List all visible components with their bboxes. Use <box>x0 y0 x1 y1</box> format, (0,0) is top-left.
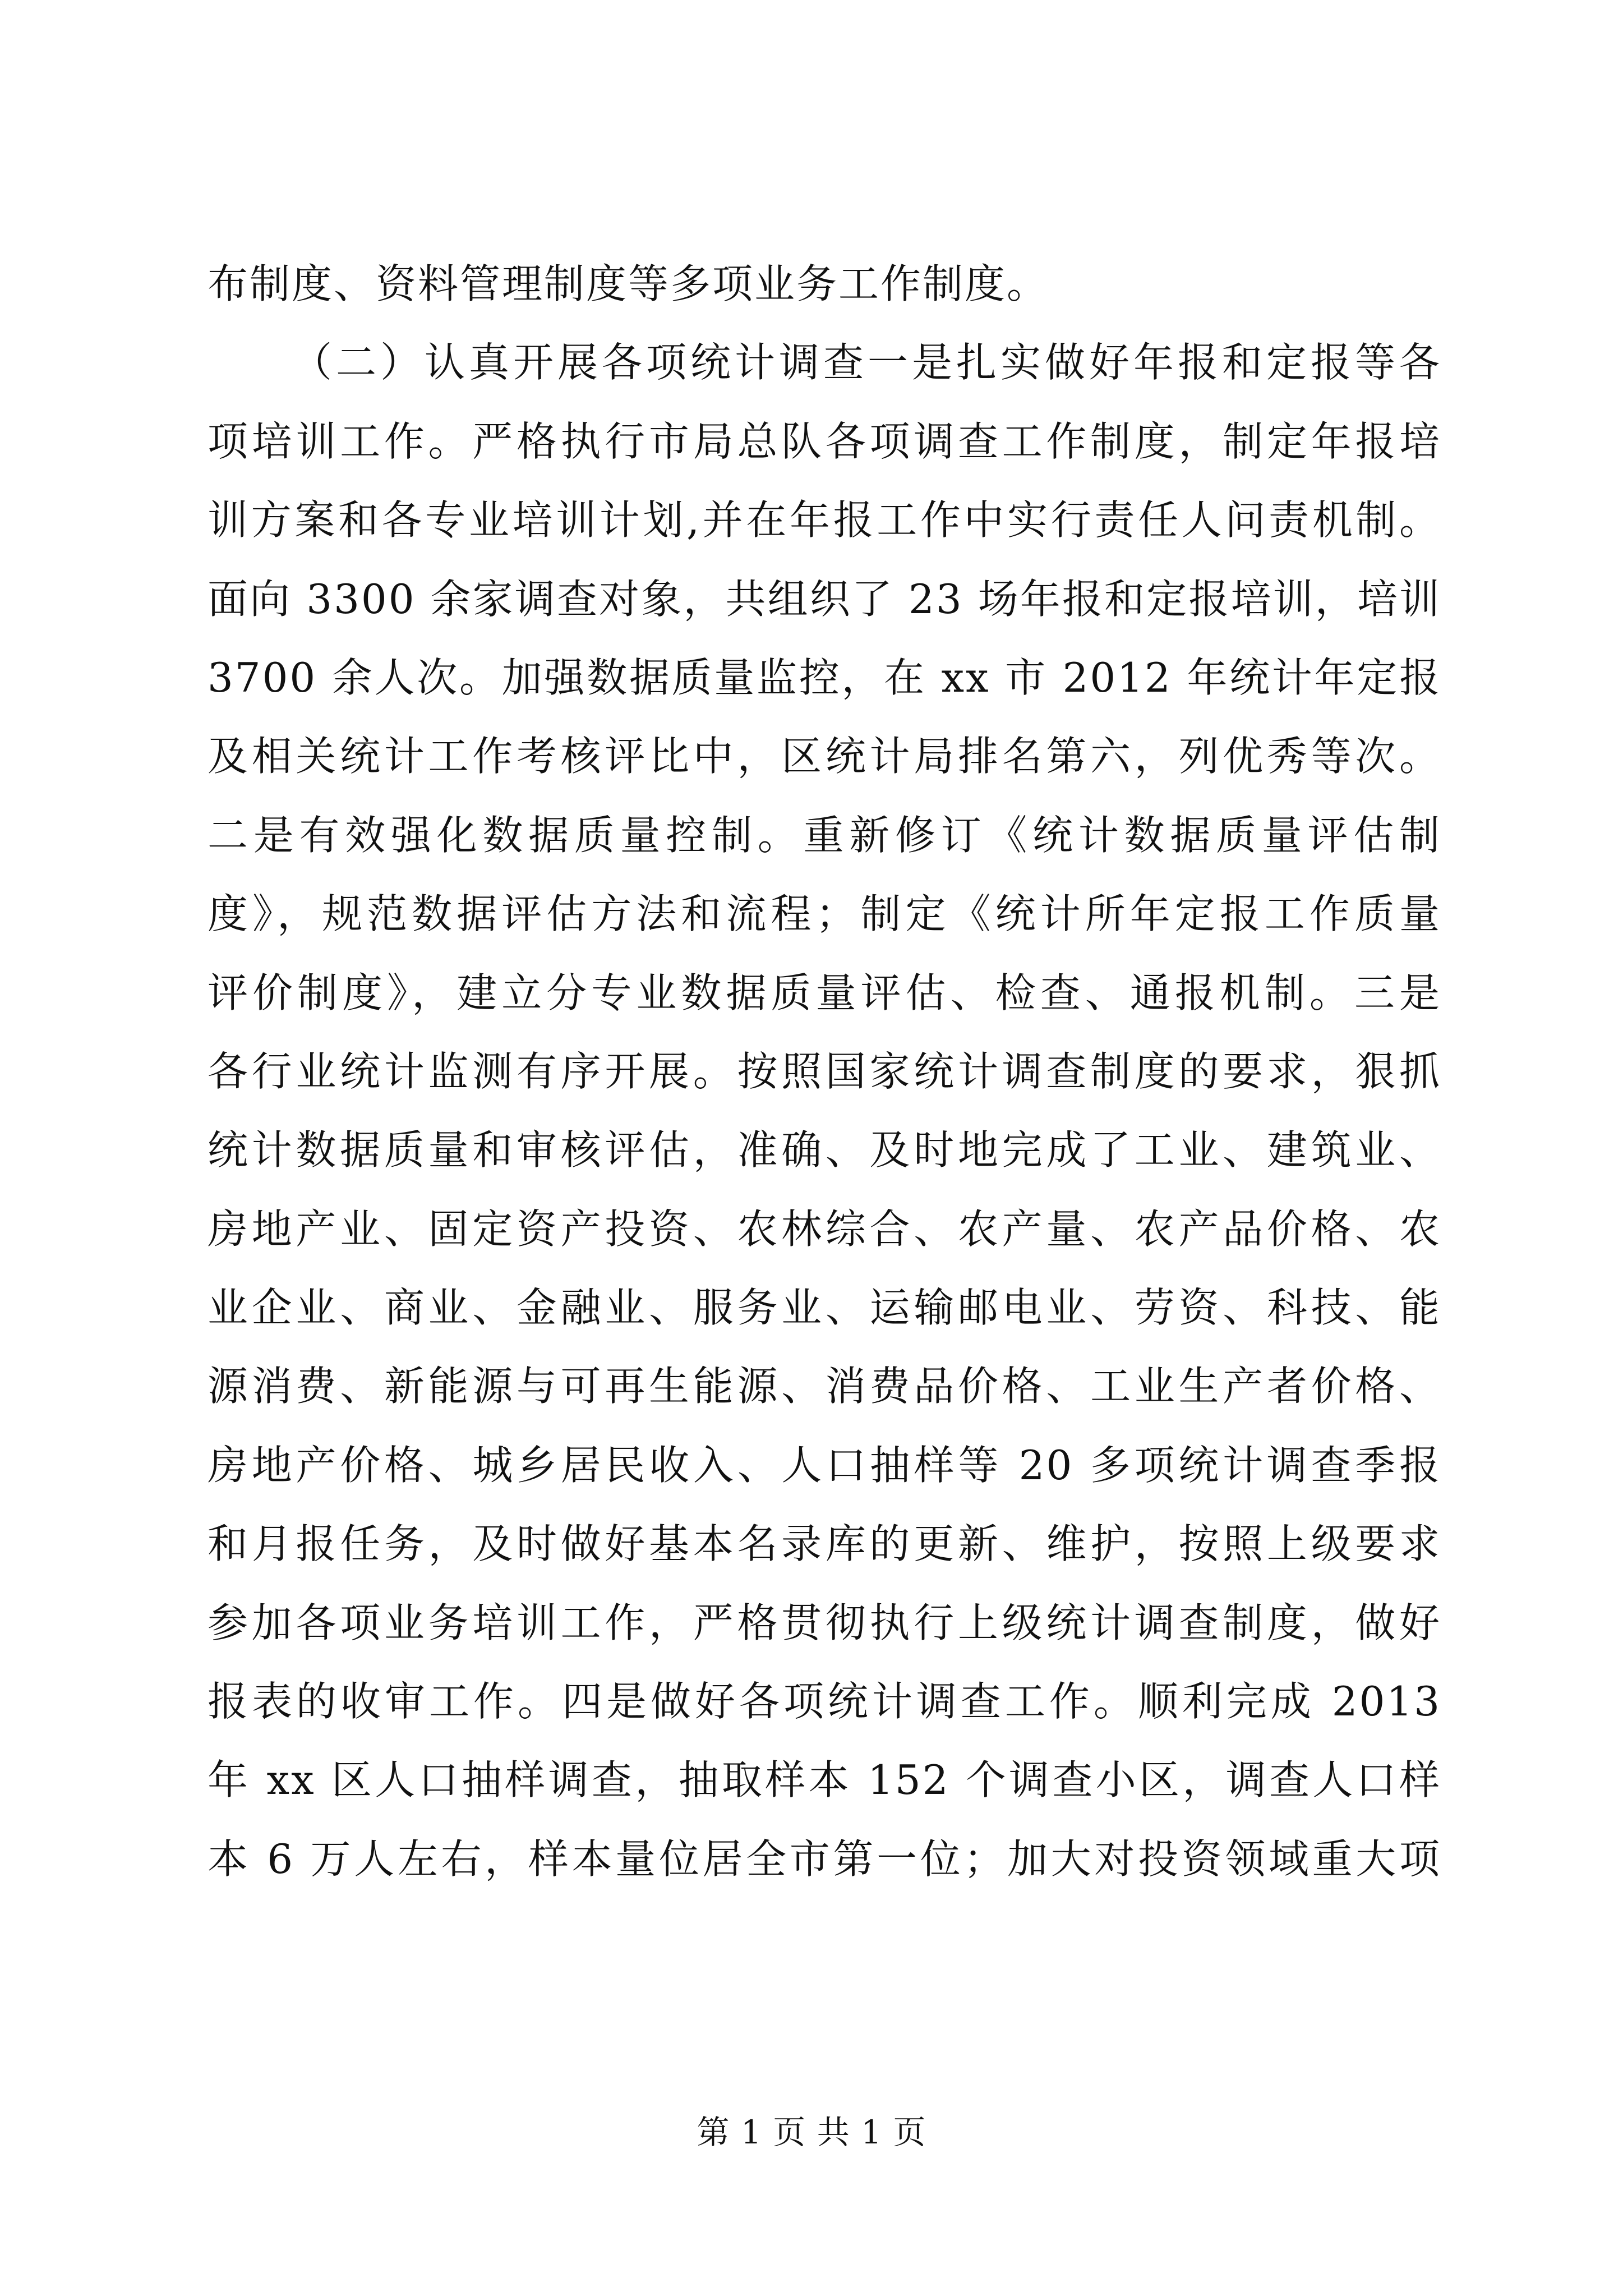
text-line: 布制度、资料管理制度等多项业务工作制度。 <box>208 260 1049 307</box>
text-line: 二是有效强化数据质量控制。重新修订《统计数据质量评估制 <box>208 811 1441 859</box>
page-number-footer: 第 1 页 共 1 页 <box>697 2113 926 2151</box>
text-line: 评价制度》，建立分专业数据质量评估、检查、通报机制。三是 <box>208 969 1441 1016</box>
text-line: 度》，规范数据评估方法和流程；制定《统计所年定报工作质量 <box>208 890 1441 938</box>
text-line: 源消费、新能源与可再生能源、消费品价格、工业生产者价格、 <box>208 1363 1441 1410</box>
text-line: 3700 余人次。加强数据质量监控，在 xx 市 2012 年统计年定报 <box>208 654 1441 701</box>
text-line: 及相关统计工作考核评比中，区统计局排名第六，列优秀等次。 <box>208 733 1441 780</box>
text-line: 各行业统计监测有序开展。按照国家统计调查制度的要求，狠抓 <box>208 1047 1441 1095</box>
text-line: 报表的收审工作。四是做好各项统计调查工作。顺利完成 2013 <box>208 1678 1441 1726</box>
body-text <box>208 245 1441 1898</box>
text-line: 参加各项业务培训工作，严格贯彻执行上级统计调查制度，做好 <box>208 1599 1441 1646</box>
text-line: 统计数据质量和审核评估，准确、及时地完成了工业、建筑业、 <box>208 1126 1441 1174</box>
text-line: 房地产价格、城乡居民收入、人口抽样等 20 多项统计调查季报 <box>208 1441 1441 1489</box>
text-line: 项培训工作。严格执行市局总队各项调查工作制度，制定年报培 <box>208 417 1441 465</box>
text-line: 房地产业、固定资产投资、农林综合、农产量、农产品价格、农 <box>208 1205 1441 1253</box>
text-line: 本 6 万人左右，样本量位居全市第一位；加大对投资领域重大项 <box>208 1835 1441 1883</box>
text-line: （二）认真开展各项统计调查一是扎实做好年报和定报等各 <box>292 339 1441 386</box>
text-line: 面向 3300 余家调查对象，共组织了 23 场年报和定报培训，培训 <box>208 575 1441 623</box>
text-line: 年 xx 区人口抽样调查，抽取样本 152 个调查小区，调查人口样 <box>208 1756 1441 1804</box>
text-line: 训方案和各专业培训计划,并在年报工作中实行责任人问责机制。 <box>208 496 1441 544</box>
text-line: 业企业、商业、金融业、服务业、运输邮电业、劳资、科技、能 <box>208 1284 1441 1332</box>
text-line: 和月报任务，及时做好基本名录库的更新、维护，按照上级要求 <box>208 1520 1441 1568</box>
